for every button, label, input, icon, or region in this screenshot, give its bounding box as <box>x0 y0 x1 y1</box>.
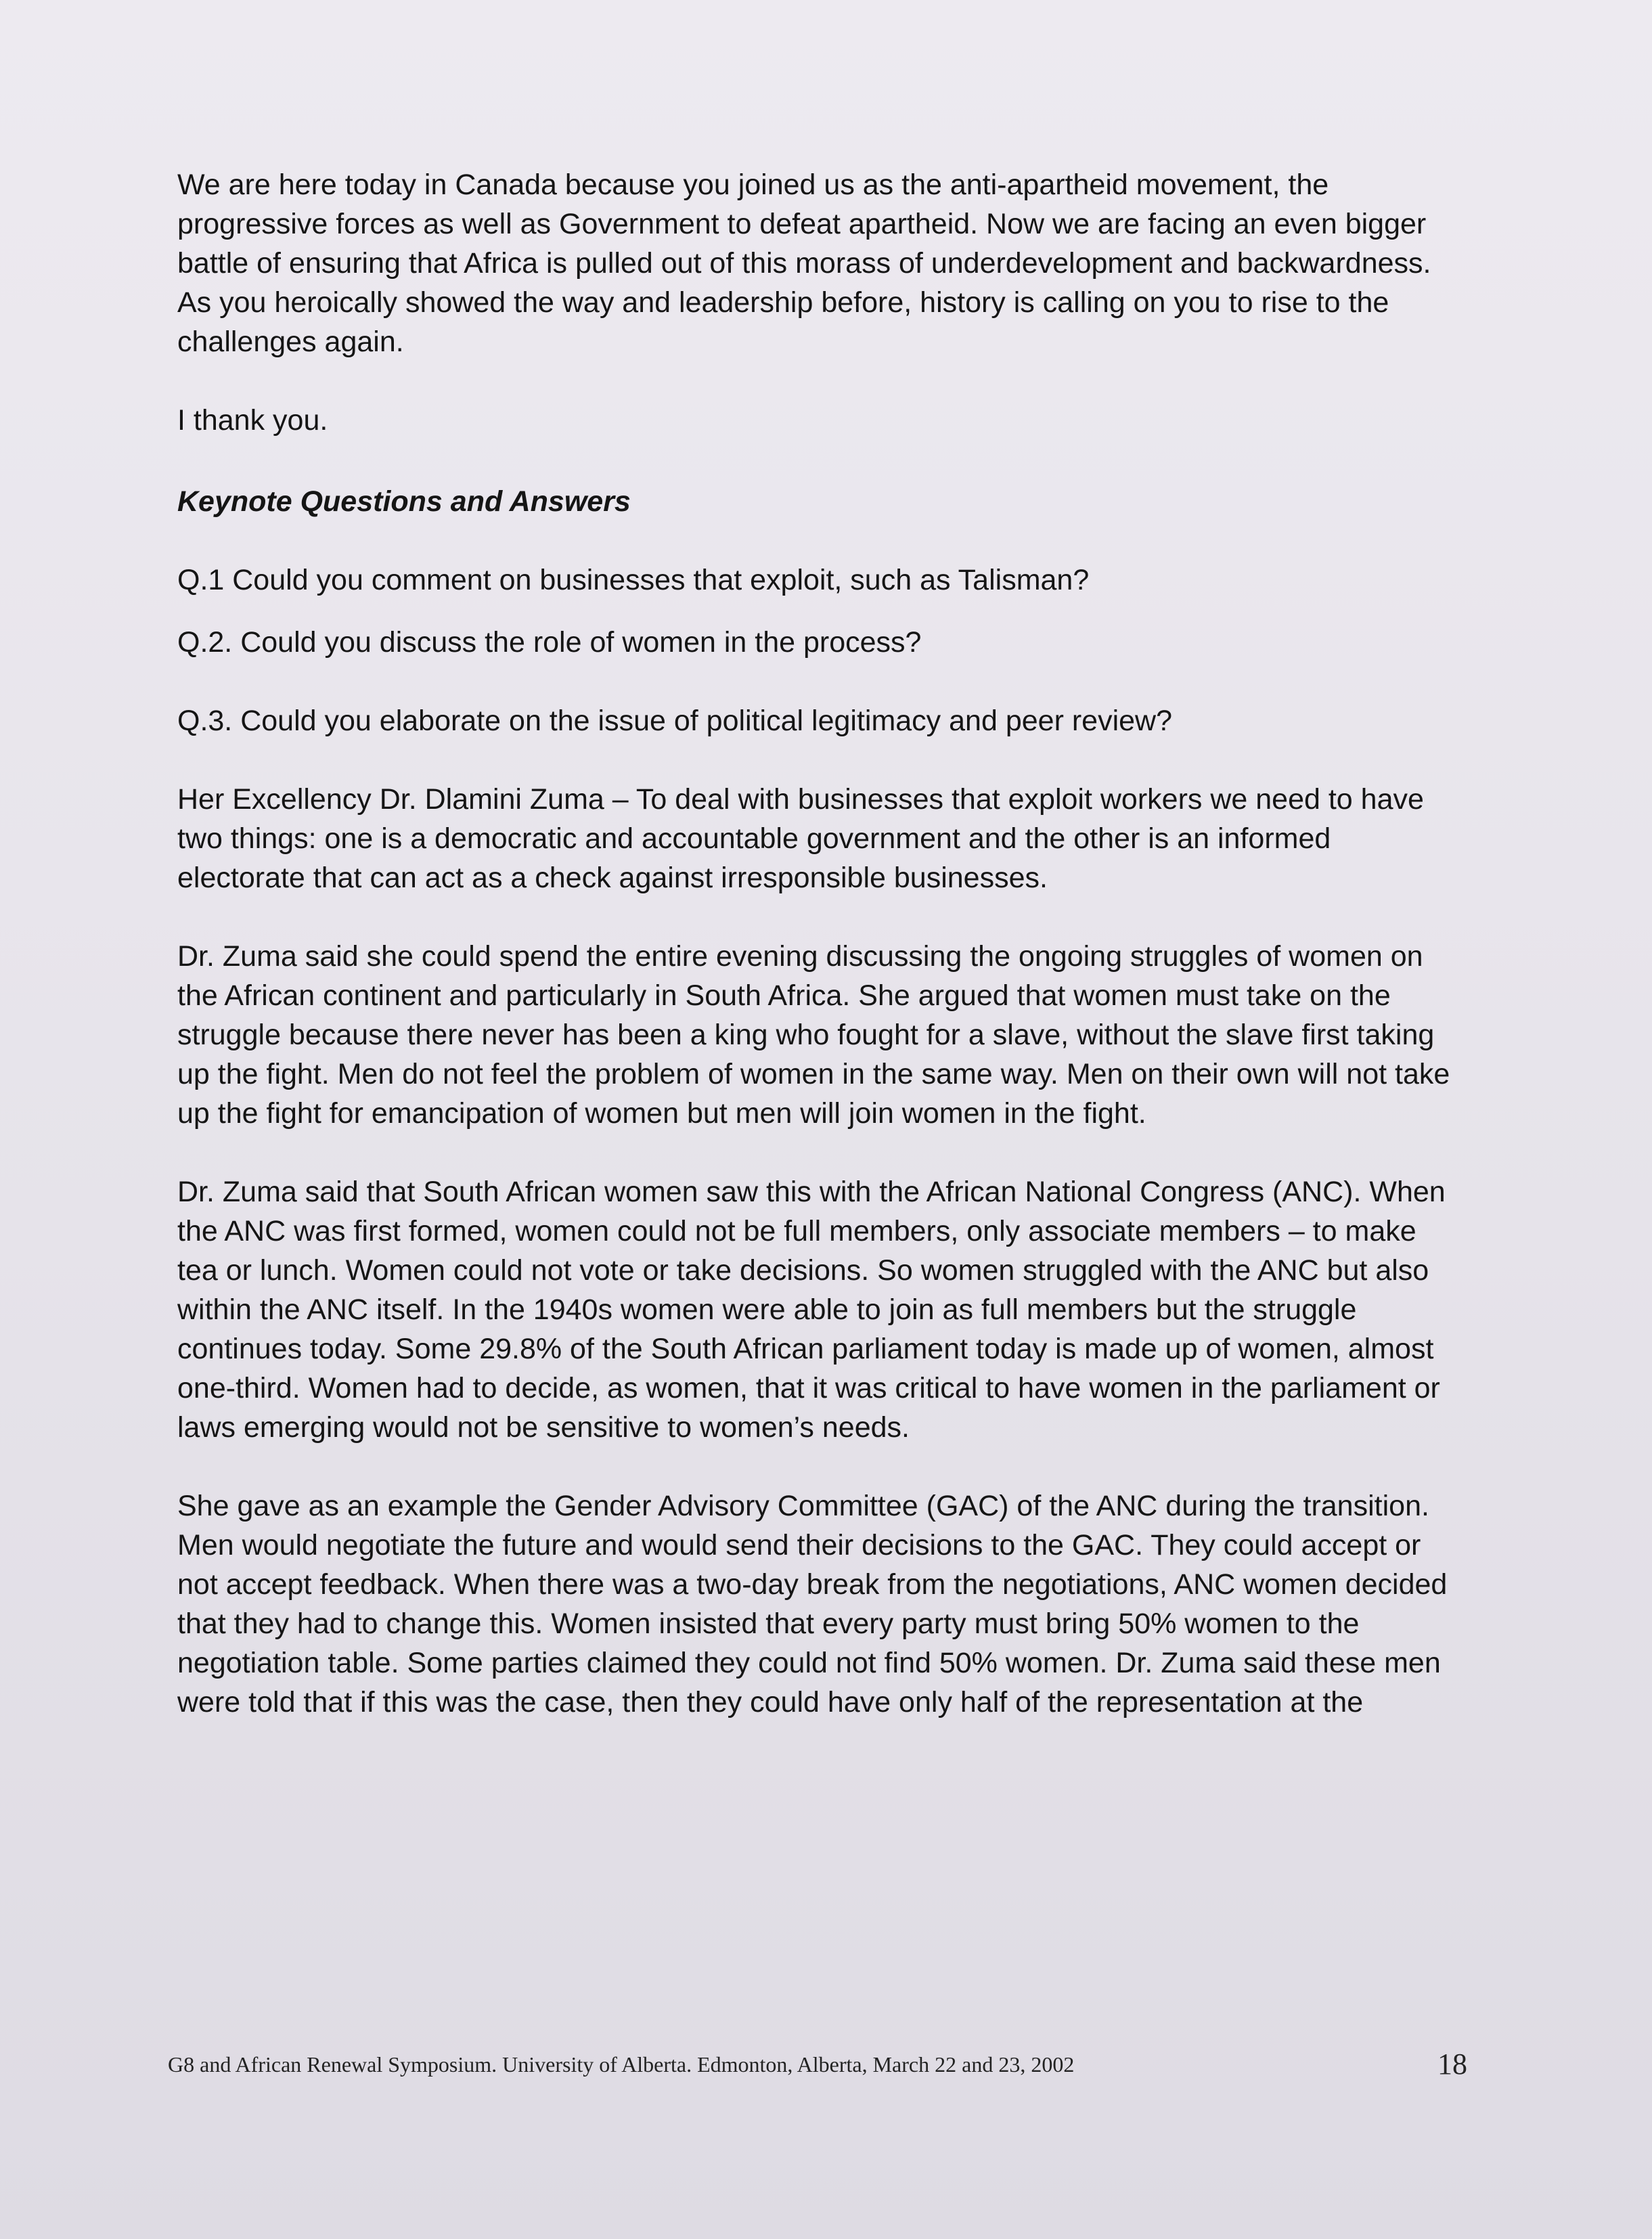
closing-thanks: I thank you. <box>177 404 328 437</box>
answer-paragraph-3: Dr. Zuma said that South African women saw this with the African National Congress (ANC). When the ANC was first formed, women could not be full members, only associate members – to make tea or lunch. Women could not vote or take decisions. So women struggled with the ANC but also within the ANC itself. In the 1940s women were able to join as full members but the struggle continues today. Some 29.8% of the South African parliament today is made up of women, almost one-third. Women had to decide, as women, that it was critical to have women in the parliament or laws emerging would not be sensitive to women’s needs. <box>177 1176 1446 1444</box>
question-1: Q.1 Could you comment on businesses that exploit, such as Talisman? <box>177 564 1090 596</box>
section-heading: Keynote Questions and Answers <box>177 485 631 518</box>
question-3: Q.3. Could you elaborate on the issue of political legitimacy and peer review? <box>177 705 1172 737</box>
question-2: Q.2. Could you discuss the role of women in the process? <box>177 626 922 659</box>
page-footer <box>168 2047 1467 2087</box>
answer-paragraph-4: She gave as an example the Gender Advisory Committee (GAC) of the ANC during the transition. Men would negotiate the future and would send their decisions to the GAC. They could accept or not accept feedback. When there was a two-day break from the negotiations, ANC women decided that they had to change this. Women insisted that every party must bring 50% women to the negotiation table. Some parties claimed they could not find 50% women. Dr. Zuma said these men were told that if this was the case, then they could have only half of the representation at the <box>177 1490 1448 1719</box>
footer-citation: G8 and African Renewal Symposium. University of Alberta. Edmonton, Alberta, March 22 and 23, 2002 <box>168 2052 1075 2077</box>
answer-paragraph-1: Her Excellency Dr. Dlamini Zuma – To deal with businesses that exploit workers we need to have two things: one is a democratic and accountable government and the other is an informed electorate that can act as a check against irresponsible businesses. <box>177 783 1424 894</box>
page-number: 18 <box>1437 2047 1467 2081</box>
answer-paragraph-2: Dr. Zuma said she could spend the entire evening discussing the ongoing struggles of women on the African continent and particularly in South Africa. She argued that women must take on the struggle because there never has been a king who fought for a slave, without the slave first taking up the fight. Men do not feel the problem of women in the same way. Men on their own will not take up the fight for emancipation of women but men will join women in the fight. <box>177 940 1450 1130</box>
page-body <box>177 165 1463 1722</box>
intro-paragraph: We are here today in Canada because you joined us as the anti-apartheid movement, the progressive forces as well as Government to defeat apartheid. Now we are facing an even bigger battle of ensuring that Africa is pulled out of this morass of underdevelopment and backwardness. As you heroically showed the way and leadership before, history is calling on you to rise to the challenges again. <box>177 169 1431 358</box>
